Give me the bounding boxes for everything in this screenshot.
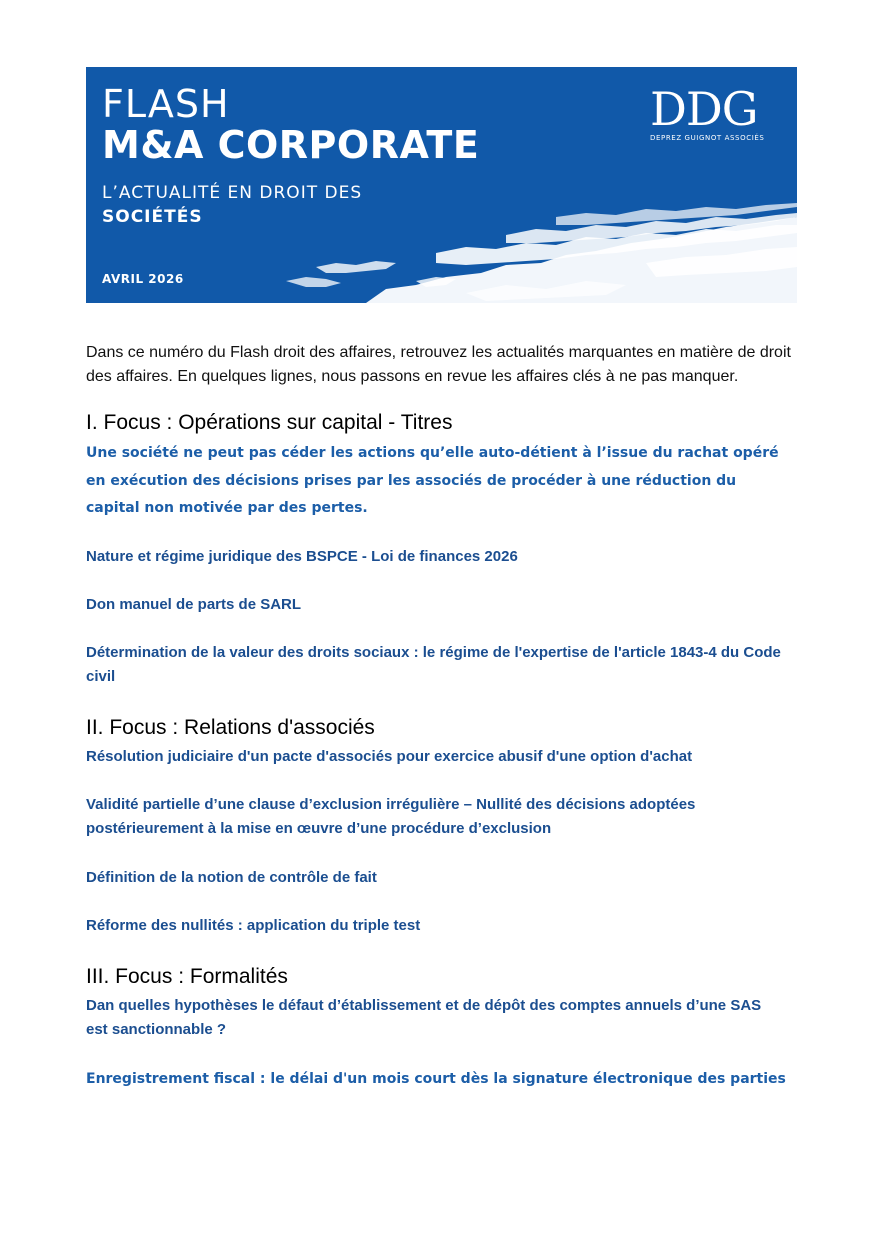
intro-paragraph: Dans ce numéro du Flash droit des affaires, retrouvez les actualités marquantes en matière de droit des affaires. En quelques lignes, nous passons en revue les affaires clés à ne pas manquer.	[86, 344, 791, 385]
article-link[interactable]: Réforme des nullités : application du triple test	[86, 917, 421, 934]
header-banner	[86, 67, 797, 303]
banner-date: AVRIL 2026	[102, 272, 184, 286]
article-link[interactable]: Nature et régime juridique des BSPCE - Loi de finances 2026	[86, 548, 518, 565]
logo-mark: DDG	[650, 82, 758, 136]
ddg-logo	[650, 82, 780, 145]
article-link[interactable]: Don manuel de parts de SARL	[86, 596, 302, 613]
article-link[interactable]: Résolution judiciaire d'un pacte d'associés pour exercice abusif d'une option d'achat	[86, 748, 693, 765]
article-link[interactable]: Une société ne peut pas céder les actions qu’elle auto-détient à l’issue du rachat opéré en exécution des décisions prises par les associés de procéder à une réduction du capital non motivée par des pertes.	[86, 445, 779, 516]
banner-subtitle-line1: L’ACTUALITÉ EN DROIT DES	[102, 183, 363, 203]
article-link[interactable]: Définition de la notion de contrôle de fait	[86, 869, 377, 886]
article-link[interactable]: Validité partielle d’une clause d’exclusion irrégulière – Nullité des décisions adoptées postérieurement à la mise en œuvre d’une procédure d’exclusion	[86, 796, 696, 837]
banner-flash: FLASH	[102, 82, 230, 126]
article-link[interactable]: Dan quelles hypothèses le défaut d’établissement et de dépôt des comptes annuels d’une SAS est sanctionnable ?	[86, 997, 762, 1038]
logo-firm-name: DEPREZ GUIGNOT ASSOCIÉS	[650, 134, 765, 142]
banner-subtitle-line2: SOCIÉTÉS	[102, 207, 203, 227]
section-heading-formalites: III. Focus : Formalités	[86, 965, 288, 988]
article-link[interactable]: Détermination de la valeur des droits sociaux : le régime de l'expertise de l'article 1843-4 du Code civil	[86, 644, 781, 685]
section-heading-capital: I. Focus : Opérations sur capital - Titres	[86, 411, 453, 434]
section-heading-associes: II. Focus : Relations d'associés	[86, 716, 375, 739]
article-link[interactable]: Enregistrement fiscal : le délai d'un mois court dès la signature électronique des parties	[86, 1071, 786, 1087]
banner-title: M&A CORPORATE	[102, 123, 480, 167]
